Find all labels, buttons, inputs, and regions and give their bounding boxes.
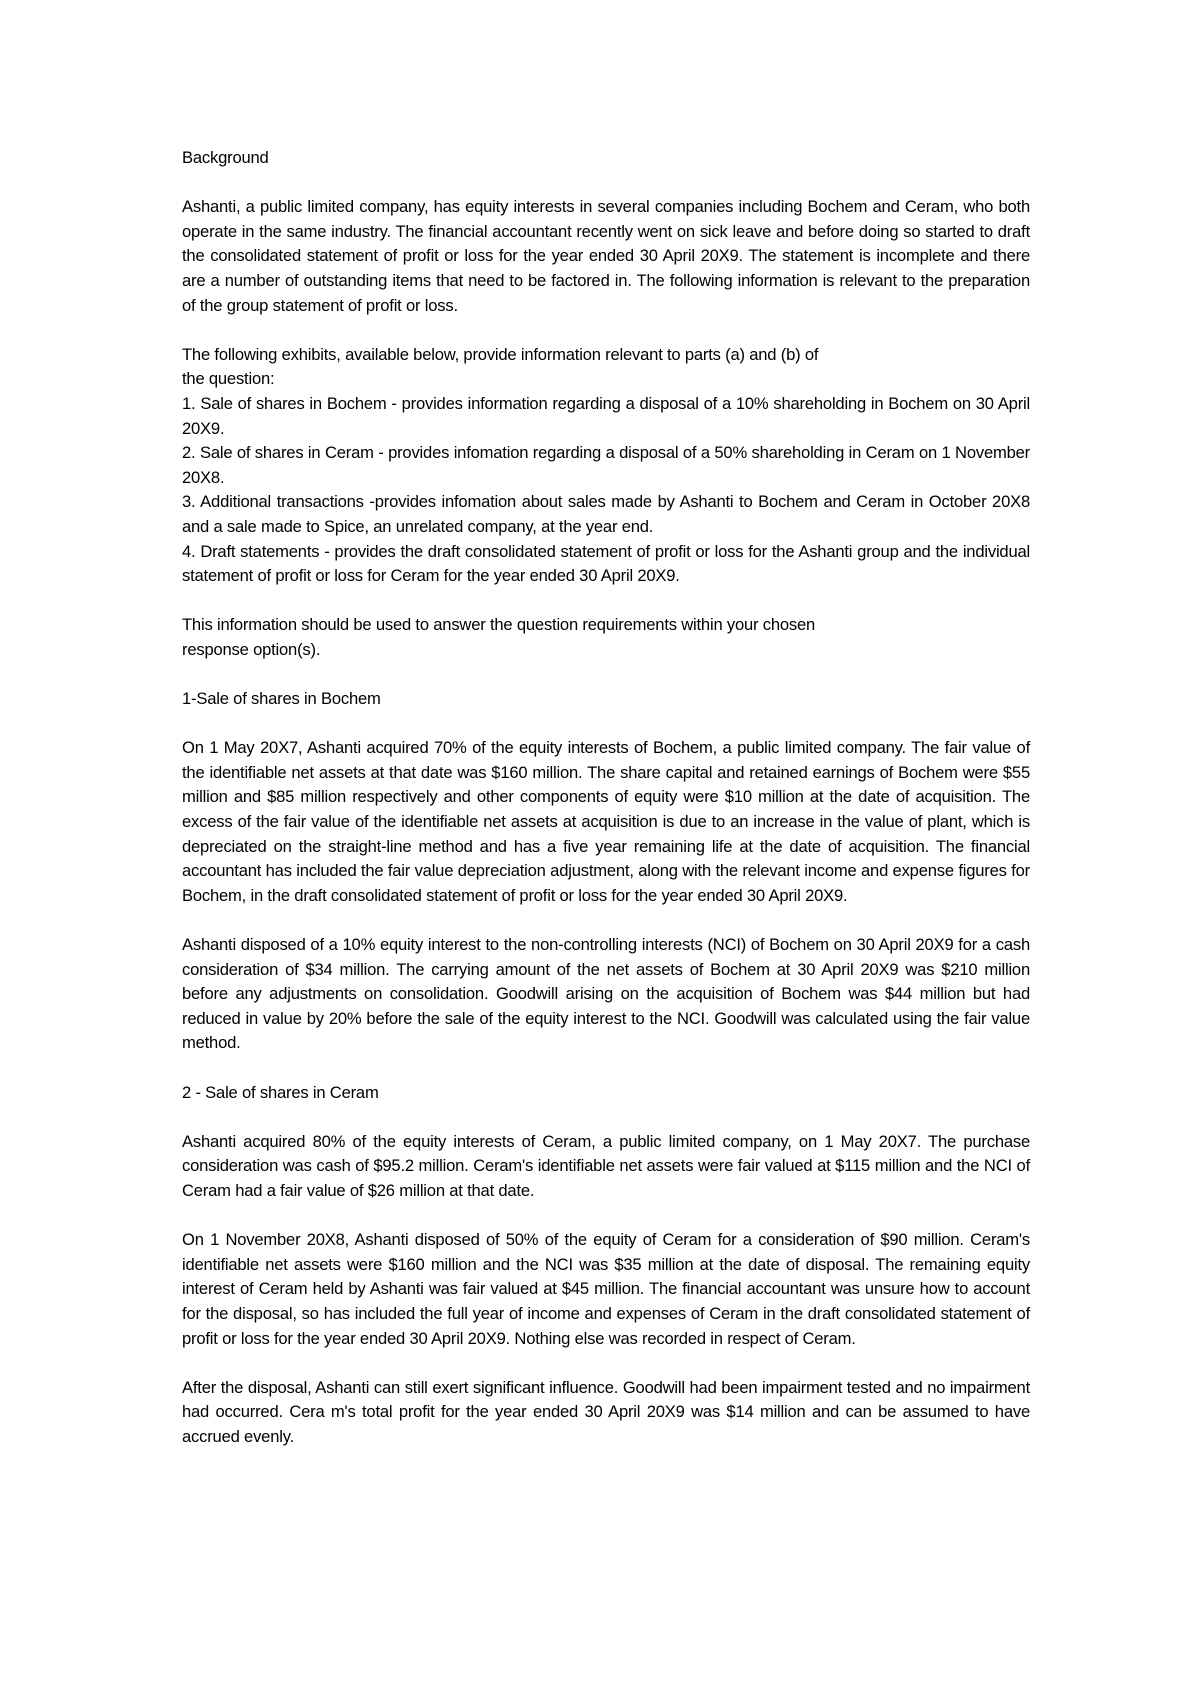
exhibits-intro-line-2: the question:	[182, 369, 275, 389]
intro-paragraph: Ashanti, a public limited company, has equity interests in several companies including Bochem and Ceram, who both operate in the same industry. The financial accountant recently went on sick leave and before doing so started to draft the consolidated statement of profit or loss for the year ended 30 April 20X9. The statement is incomplete and there are a number of outstanding items that need to be factored in. The following information is relevant to the preparation of the group statement of profit or loss.	[182, 197, 1030, 315]
exhibit-item-2: 2. Sale of shares in Ceram - provides infomation regarding a disposal of a 50% shareholding in Ceram on 1 November 20X8.	[182, 443, 1030, 487]
section-2-paragraph-1: Ashanti acquired 80% of the equity interests of Ceram, a public limited company, on 1 May 20X7. The purchase consideration was cash of $95.2 million. Ceram's identifiable net assets were fair valued at $115 million and the NCI of Ceram had a fair value of $26 million at that date.	[182, 1131, 1030, 1200]
usage-note-line-1: This information should be used to answer the question requirements within your chosen	[182, 615, 816, 635]
background-heading: Background	[182, 148, 269, 167]
exhibit-item-3: 3. Additional transactions -provides infomation about sales made by Ashanti to Bochem and Ceram in October 20X8 and a sale made to Spice, an unrelated company, at the year end.	[182, 492, 1030, 536]
section-2-heading: 2 - Sale of shares in Ceram	[182, 1082, 379, 1102]
exhibits-section	[182, 343, 1030, 589]
exhibits-intro-line-1: The following exhibits, available below, provide information relevant to parts (a) and (b) of	[182, 344, 819, 364]
exhibit-item-4: 4. Draft statements - provides the draft consolidated statement of profit or loss for the Ashanti group and the individual statement of profit or loss for Ceram for the year ended 30 April 20X9.	[182, 541, 1030, 586]
section-1-heading: 1-Sale of shares in Bochem	[182, 689, 381, 709]
usage-note	[182, 613, 1030, 662]
section-2-paragraph-3: After the disposal, Ashanti can still exert significant influence. Goodwill had been impairment tested and no impairment had occurred. Cera m's total profit for the year ended 30 April 20X9 was $14 million and can be assumed to have accrued evenly.	[182, 1377, 1030, 1446]
usage-note-line-2: response option(s).	[182, 639, 321, 659]
section-2-paragraph-2: On 1 November 20X8, Ashanti disposed of 50% of the equity of Ceram for a consideration of $90 million. Ceram's identifiable net assets were $160 million and the NCI was $35 million at the date of disposal. The remaining equity interest of Ceram held by Ashanti was fair valued at $45 million. The financial accountant was unsure how to account for the disposal, so has included the full year of income and expenses of Ceram in the draft consolidated statement of profit or loss for the year ended 30 April 20X9. Nothing else was recorded in respect of Ceram.	[182, 1230, 1030, 1348]
exhibit-item-1: 1. Sale of shares in Bochem - provides information regarding a disposal of a 10% shareholding in Bochem on 30 April 20X9.	[182, 393, 1030, 438]
document-body	[182, 146, 1030, 1449]
section-1-paragraph-2: Ashanti disposed of a 10% equity interest to the non-controlling interests (NCI) of Bochem on 30 April 20X9 for a cash consideration of $34 million. The carrying amount of the net assets of Bochem at 30 April 20X9 was $210 million before any adjustments on consolidation. Goodwill arising on the acquisition of Bochem was $44 million but had reduced in value by 20% before the sale of the equity interest to the NCI. Goodwill was calculated using the fair value method.	[182, 935, 1030, 1053]
section-1-paragraph-1: On 1 May 20X7, Ashanti acquired 70% of the equity interests of Bochem, a public limited company. The fair value of the identifiable net assets at that date was $160 million. The share capital and retained earnings of Bochem were $55 million and $85 million respectively and other components of equity were $10 million at the date of acquisition. The excess of the fair value of the identifiable net assets at acquisition is due to an increase in the value of plant, which is depreciated on the straight-line method and has a five year remaining life at the date of acquisition. The financial accountant has included the fair value depreciation adjustment, along with the relevant income and expense figures for Bochem, in the draft consolidated statement of profit or loss for the year ended 30 April 20X9.	[182, 738, 1030, 905]
